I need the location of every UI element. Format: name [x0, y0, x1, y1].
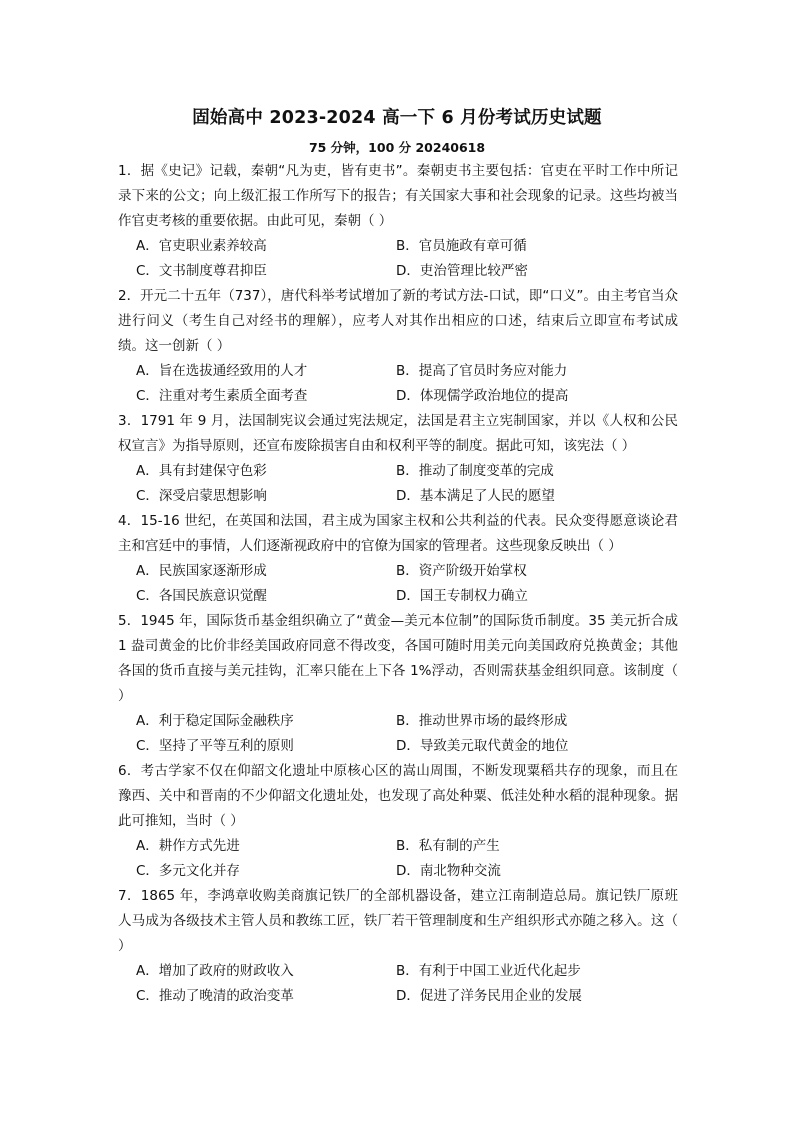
option-c: C．多元文化并存: [136, 863, 240, 879]
option-grid: [118, 834, 678, 884]
option-c: C．各国民族意识觉醒: [136, 588, 267, 604]
option-a: A．具有封建保守色彩: [136, 463, 267, 479]
option-d: D．南北物种交流: [396, 863, 501, 879]
question-2: [118, 284, 678, 409]
option-grid: [118, 959, 678, 1009]
question-3: [118, 409, 678, 509]
option-a: A．旨在选拔通经致用的人才: [136, 363, 308, 379]
option-c: C．文书制度尊君抑臣: [136, 263, 267, 279]
option-grid: [118, 559, 678, 609]
option-grid: [118, 234, 678, 284]
question-stem: 3．1791 年 9 月，法国制宪议会通过宪法规定，法国是君主立宪制国家，并以《人权和公民权宣言》为指导原则，还宣布废除损害自由和权利平等的制度。据此可知，该宪法（ ）: [118, 413, 678, 454]
option-b: B．推动了制度变革的完成: [396, 463, 554, 479]
option-c: C．深受启蒙思想影响: [136, 488, 267, 504]
question-6: [118, 759, 678, 884]
option-d: D．导致美元取代黄金的地位: [396, 738, 569, 754]
question-7: [118, 884, 678, 1009]
question-stem: 1．据《史记》记载，秦朝“凡为吏，皆有吏书”。秦朝吏书主要包括：官吏在平时工作中所记录下来的公文；向上级汇报工作所写下的报告；有关国家大事和社会现象的记录。这些均被当作官吏考核的重要依据。由此可见，秦朝（ ）: [118, 163, 678, 229]
option-grid: [118, 459, 678, 509]
option-d: D．吏治管理比较严密: [396, 263, 528, 279]
option-d: D．基本满足了人民的愿望: [396, 488, 555, 504]
option-b: B．私有制的产生: [396, 838, 500, 854]
option-d: D．国王专制权力确立: [396, 588, 528, 604]
option-a: A．增加了政府的财政收入: [136, 963, 294, 979]
option-grid: [118, 359, 678, 409]
question-5: [118, 609, 678, 759]
option-d: D．体现儒学政治地位的提高: [396, 388, 569, 404]
option-a: A．利于稳定国际金融秩序: [136, 713, 294, 729]
question-stem: 4．15-16 世纪，在英国和法国，君主成为国家主权和公共利益的代表。民众变得愿意谈论君主和宫廷中的事情，人们逐渐视政府中的官僚为国家的管理者。这些现象反映出（ ）: [118, 513, 678, 554]
option-a: A．民族国家逐渐形成: [136, 563, 267, 579]
option-b: B．有利于中国工业近代化起步: [396, 963, 581, 979]
option-b: B．推动世界市场的最终形成: [396, 713, 568, 729]
page-title: 固始高中 2023-2024 高一下 6 月份考试历史试题: [192, 108, 602, 128]
question-list: [118, 159, 678, 1009]
question-stem: 7．1865 年，李鸿章收购美商旗记铁厂的全部机器设备，建立江南制造总局。旗记铁厂原班人马成为各级技术主管人员和教练工匠，铁厂若干管理制度和生产组织形式亦随之移入。这（ ）: [118, 888, 678, 954]
option-b: B．提高了官员时务应对能力: [396, 363, 568, 379]
question-stem: 2．开元二十五年（737），唐代科举考试增加了新的考试方法-口试，即“口义”。由主考官当众进行问义（考生自己对经书的理解），应考人对其作出相应的口述，结束后立即宣布考试成绩。这一创新（ ）: [118, 288, 678, 354]
option-c: C．坚持了平等互利的原则: [136, 738, 294, 754]
option-c: C．推动了晚清的政治变革: [136, 988, 294, 1004]
option-b: B．资产阶级开始掌权: [396, 563, 527, 579]
question-4: [118, 509, 678, 609]
question-1: [118, 159, 678, 284]
question-stem: 5．1945 年，国际货币基金组织确立了“黄金—美元本位制”的国际货币制度。35 美元折合成 1 盎司黄金的比价非经美国政府同意不得改变，各国可随时用美元向美国政府兑换黄金；其他各国的货币直接与美元挂钩，汇率只能在上下各 1%浮动，否则需获基金组织同意。该制度（ ）: [118, 613, 678, 704]
option-grid: [118, 709, 678, 759]
option-c: C．注重对考生素质全面考查: [136, 388, 308, 404]
question-stem: 6．考古学家不仅在仰韶文化遗址中原核心区的嵩山周围，不断发现粟稻共存的现象，而且在豫西、关中和晋南的不少仰韶文化遗址处，也发现了高处种粟、低洼处种水稻的混种现象。据此可推知，当时（ ）: [118, 763, 678, 829]
option-a: A．耕作方式先进: [136, 838, 240, 854]
option-d: D．促进了洋务民用企业的发展: [396, 988, 582, 1004]
option-a: A．官吏职业素养较高: [136, 238, 267, 254]
exam-info: 75 分钟，100 分 20240618: [308, 140, 486, 155]
option-b: B．官员施政有章可循: [396, 238, 527, 254]
